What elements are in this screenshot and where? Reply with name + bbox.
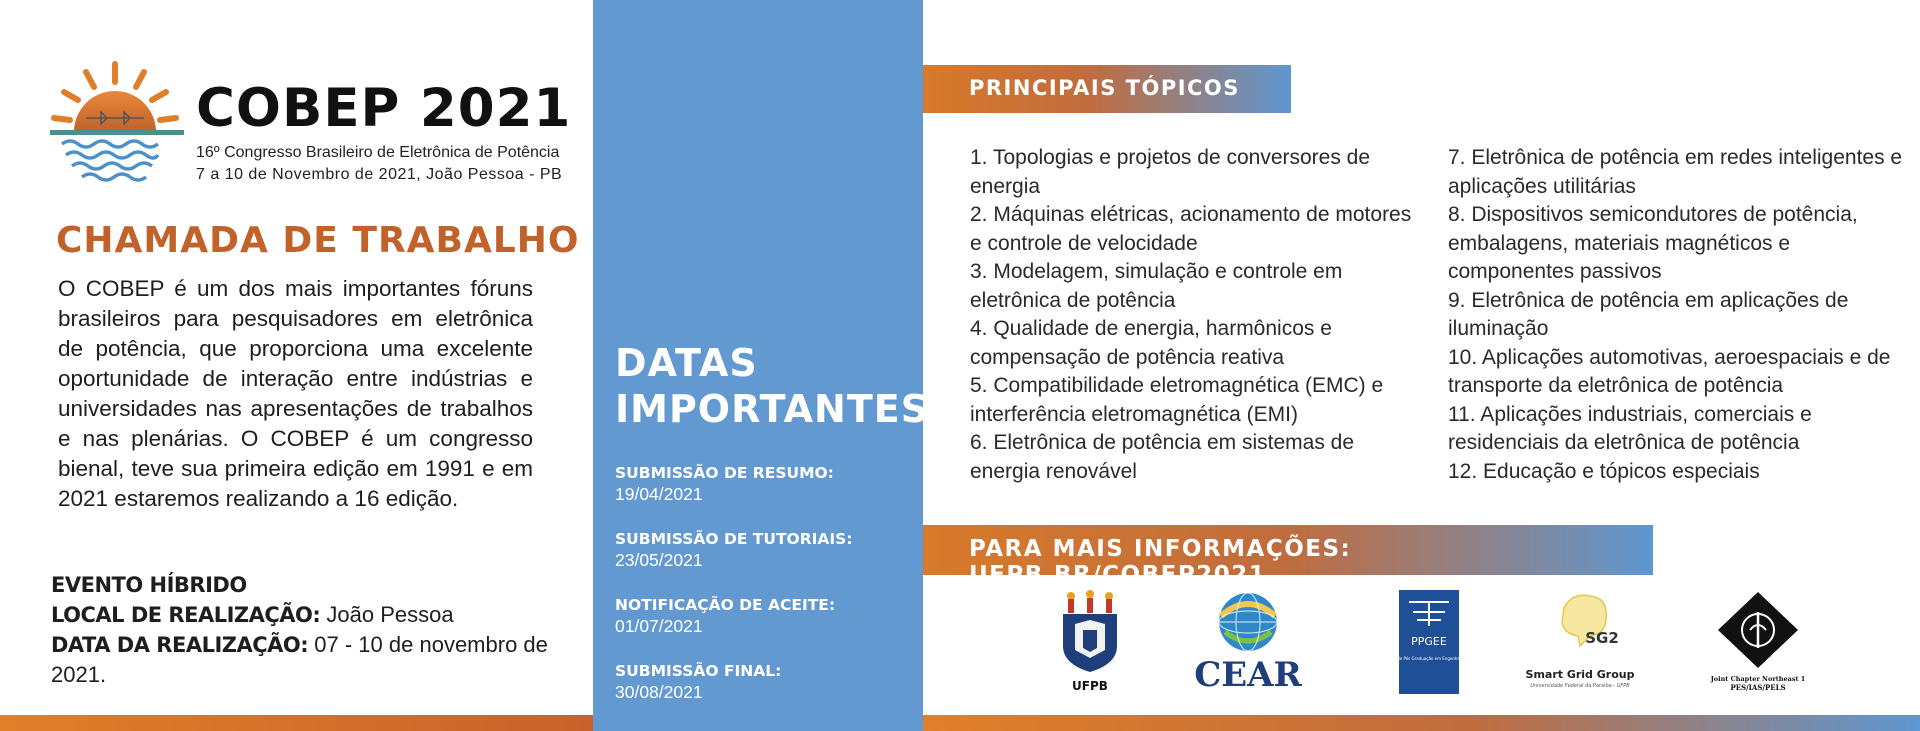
location-label: LOCAL DE REALIZAÇÃO: (51, 603, 321, 627)
topic-item: 9. Eletrônica de potência em aplicações de iluminação (1448, 288, 1849, 340)
date-item (615, 463, 853, 505)
cobep-sun-wave-icon (46, 60, 184, 188)
bottom-bar-right (923, 715, 1920, 731)
cobep-header (46, 60, 571, 188)
topic-item: 7. Eletrônica de potência em redes inteligentes e aplicações utilitárias (1448, 146, 1903, 198)
sg2-logo-icon (1520, 590, 1640, 694)
topic-item: 4. Qualidade de energia, harmônicos e compensação de potência reativa (970, 317, 1332, 369)
brand-subtitle: 16º Congresso Brasileiro de Eletrônica de Potência (196, 144, 560, 161)
location-value: João Pessoa (320, 602, 454, 627)
sponsor-logos (1040, 590, 1840, 700)
topic-item: 6. Eletrônica de potência em sistemas de energia renovável (970, 431, 1355, 483)
topic-item: 2. Máquinas elétricas, acionamento de motores e controle de velocidade (970, 203, 1412, 255)
dates-list (615, 463, 853, 727)
ufpb-label: UFPB (1072, 679, 1108, 693)
date-label: DATA DA REALIZAÇÃO: (51, 633, 309, 657)
event-type: EVENTO HÍBRIDO (51, 573, 247, 597)
ieee-line1: Joint Chapter Northeast 1 (1710, 675, 1806, 683)
topics-column-b (1448, 144, 1903, 486)
topic-item: 12. Educação e tópicos especiais (1448, 459, 1760, 483)
dates-title-line1: DATAS (615, 341, 758, 385)
date-value: 07 - 10 de novembro de 2021. (51, 632, 548, 687)
topic-item: 5. Compatibilidade eletromagnética (EMC) e interferência eletromagnética (EMI) (970, 374, 1384, 426)
date-item-value: 01/07/2021 (615, 616, 703, 636)
date-item (615, 595, 853, 637)
date-item-value: 30/08/2021 (615, 682, 703, 702)
topic-item: 11. Aplicações industriais, comerciais e residenciais da eletrônica de potência (1448, 402, 1812, 454)
sg2-label: SG2 (1585, 629, 1619, 647)
ppgee-logo-icon (1376, 590, 1482, 694)
topic-item: 1. Topologias e projetos de conversores de energia (970, 146, 1371, 198)
date-item-label: SUBMISSÃO DE RESUMO: (615, 464, 834, 482)
brand-date-place: 7 a 10 de Novembro de 2021, João Pessoa - PB (196, 166, 563, 183)
dates-title (615, 340, 930, 432)
date-item (615, 661, 853, 703)
topics-column-a (970, 144, 1422, 486)
brand-title: COBEP 2021 (196, 78, 572, 139)
sg2-name: Smart Grid Group (1525, 668, 1635, 681)
topics-banner: PRINCIPAIS TÓPICOS (923, 65, 1291, 113)
dates-column (593, 0, 930, 731)
date-item-label: SUBMISSÃO FINAL: (615, 662, 782, 680)
cear-label: CEAR (1194, 655, 1302, 695)
topic-item: 10. Aplicações automotivas, aeroespaciais e de transporte da eletrônica de potência (1448, 345, 1891, 397)
sg2-sub: Universidade Federal da Paraíba - UFPB (1530, 683, 1630, 689)
date-item-value: 23/05/2021 (615, 550, 703, 570)
ppgee-sublabel: Programa de Pós Graduação em Engenharia Elétrica (1376, 656, 1482, 661)
cear-logo-icon (1185, 592, 1311, 695)
dates-title-line2: IMPORTANTES (615, 387, 930, 431)
date-item (615, 529, 853, 571)
svg-text:Programa de Pós Graduação em E (1377, 656, 1482, 661)
ufpb-logo-icon (1057, 590, 1123, 694)
topic-item: 3. Modelagem, simulação e controle em eletrônica de potência (970, 260, 1343, 312)
intro-paragraph: O COBEP é um dos mais importantes fóruns brasileiros para pesquisadores em eletrônica de potência, que proporciona uma excelente oportunidade de interação entre indústrias e universidades nas apresentações de trabalhos e nas plenárias. O COBEP é um congresso bienal, teve sua primeira edição em 1991 e em 2021 estaremos realizando a 16 edição. (58, 276, 533, 511)
date-item-value: 19/04/2021 (615, 484, 703, 504)
call-heading: CHAMADA DE TRABALHO (56, 220, 580, 261)
ieee-chapter-logo-icon (1710, 590, 1806, 694)
date-item-label: SUBMISSÃO DE TUTORIAIS: (615, 530, 853, 548)
ieee-line2: PES/IAS/PELS (1730, 683, 1786, 692)
date-item-label: NOTIFICAÇÃO DE ACEITE: (615, 596, 836, 614)
ppgee-label: PPGEE (1411, 635, 1447, 648)
bottom-bar-left (0, 715, 593, 731)
topic-item: 8. Dispositivos semicondutores de potência, embalagens, materiais magnéticos e componentes passivos (1448, 203, 1858, 283)
event-info (51, 570, 551, 690)
left-column (0, 0, 593, 731)
info-banner-link[interactable]: PARA MAIS INFORMAÇÕES: UFPB.BR/COBEP2021 (923, 525, 1653, 575)
